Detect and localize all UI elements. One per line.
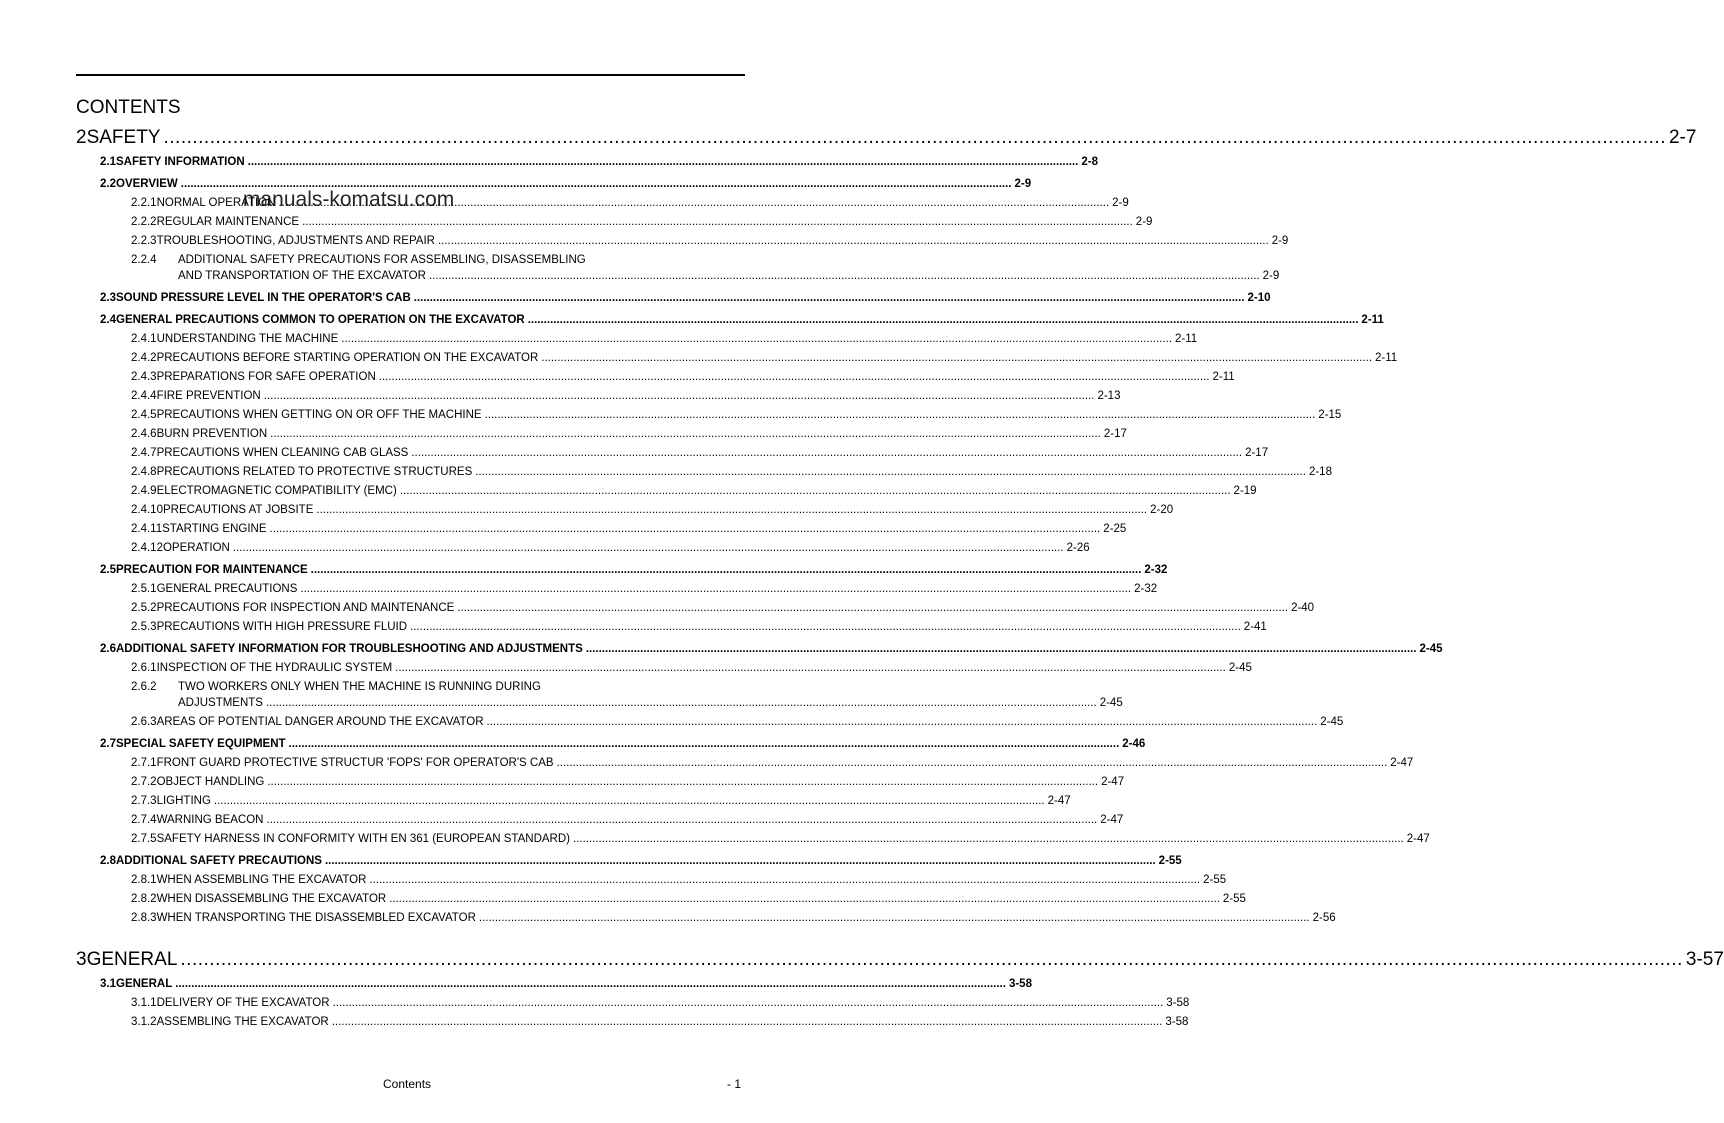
leader-dots [316,504,1147,516]
section-title: ADDITIONAL SAFETY PRECAUTIONS [116,855,322,867]
leader-dots [300,583,1131,595]
watermark: manuals-komatsu.com [243,188,455,211]
leader-dots [214,795,1045,807]
leader-dots [487,716,1318,728]
item-title-line-1: ADDITIONAL SAFETY PRECAUTIONS FOR ASSEMBLING, DISASSEMBLING [178,254,586,266]
item-number: 2.4.12 [131,542,163,554]
toc-section-3-1[interactable] [76,978,1032,997]
section-title: GENERAL [116,978,173,990]
section-number: 2.5 [100,564,116,576]
leader-dots [270,428,1101,440]
page-number: 2-45 [1099,697,1123,709]
item-number: 2.6.3 [131,716,157,728]
toc-item-2-4-7[interactable] [76,447,1269,466]
item-number: 2.6.1 [131,662,157,674]
chapter-title: GENERAL [86,949,178,970]
page-number: 2-56 [1312,912,1336,924]
toc-item-2-7-2[interactable] [76,776,1125,795]
page-number: 2-32 [1134,583,1158,595]
page-number: 2-17 [1103,428,1127,440]
item-title: PREPARATIONS FOR SAFE OPERATION [156,371,376,383]
page-number: 2-47 [1390,757,1414,769]
page-number: 2-13 [1097,390,1121,402]
toc-item-2-6-3[interactable] [76,716,1344,735]
toc-section-2-6[interactable] [76,643,1443,662]
leader-dots [557,757,1388,769]
leader-dots [573,833,1404,845]
page-number: 2-15 [1318,409,1342,421]
toc-item-2-2-2[interactable] [76,216,1153,235]
leader-dots [311,564,1142,576]
toc-item-2-4-3[interactable] [76,371,1235,390]
leader-dots [379,371,1210,383]
leader-dots [414,292,1245,304]
toc-item-2-4-12[interactable] [76,542,1090,561]
page-number: 2-25 [1103,523,1127,535]
section-title: SOUND PRESSURE LEVEL IN THE OPERATOR'S CAB [116,292,411,304]
chapter-title: SAFETY [86,127,161,148]
item-number: 2.2.3 [131,235,157,247]
item-title: FIRE PREVENTION [156,390,261,402]
page-number: 2-11 [1174,333,1198,345]
leader-dots [369,874,1200,886]
page-number: 2-19 [1233,485,1257,497]
page-number: 2-9 [1135,216,1153,228]
section-title: SPECIAL SAFETY EQUIPMENT [116,738,286,750]
toc-item-3-1-1[interactable] [76,997,1190,1016]
toc-item-2-2-3[interactable] [76,235,1289,254]
item-number: 2.7.1 [131,757,157,769]
toc-item-2-4-5[interactable] [76,409,1342,428]
page-number: 2-20 [1150,504,1174,516]
page-number: 2-47 [1406,833,1430,845]
page-number: 2-11 [1361,314,1384,326]
section-title: OVERVIEW [116,178,178,190]
item-number: 2.7.4 [131,814,157,826]
leader-dots [429,270,1260,282]
leader-dots [332,1016,1163,1028]
item-title: TROUBLESHOOTING, ADJUSTMENTS AND REPAIR [156,235,435,247]
page-number: 2-45 [1320,716,1344,728]
leader-dots [485,409,1316,421]
item-number: 2.4.2 [131,352,157,364]
toc-item-2-8-1[interactable] [76,874,1227,893]
item-title-line-2: AND TRANSPORTATION OF THE EXCAVATOR [178,270,426,282]
section-number: 2.3 [100,292,116,304]
item-title: PRECAUTIONS RELATED TO PROTECTIVE STRUCTURES [156,466,473,478]
item-title: PRECAUTIONS WITH HIGH PRESSURE FLUID [156,621,408,633]
item-title: ASSEMBLING THE EXCAVATOR [156,1016,329,1028]
item-number: 2.4.4 [131,390,157,402]
page-number: 2-45 [1228,662,1252,674]
leader-dots [341,333,1172,345]
section-number: 2.2 [100,178,116,190]
toc-chapter-2[interactable] [76,127,1697,153]
page-number: 2-18 [1308,466,1332,478]
leader-dots [438,235,1269,247]
top-rule [76,74,745,76]
page-title: CONTENTS [76,97,181,118]
leader-dots [411,447,1242,459]
item-number: 2.2.1 [131,197,157,209]
page-number: 2-9 [1271,235,1289,247]
page-number: 2-9 [1262,270,1280,282]
item-title: WHEN TRANSPORTING THE DISASSEMBLED EXCAVATOR [156,912,476,924]
item-title: INSPECTION OF THE HYDRAULIC SYSTEM [156,662,393,674]
item-title: OBJECT HANDLING [156,776,265,788]
page-number: 2-41 [1243,621,1267,633]
item-number: 2.6.2 [131,681,157,693]
item-title: NORMAL OPERATION [156,197,276,209]
item-title: GENERAL PRECAUTIONS [156,583,298,595]
item-title: BURN PREVENTION [156,428,268,440]
leader-dots [267,814,1098,826]
item-title: REGULAR MAINTENANCE [156,216,300,228]
item-number: 2.5.3 [131,621,157,633]
leader-dots [289,738,1120,750]
toc-chapter-3[interactable] [76,949,1724,975]
item-title: PRECAUTIONS FOR INSPECTION AND MAINTENANCE [156,602,455,614]
item-title: FRONT GUARD PROTECTIVE STRUCTUR 'FOPS' FOR OPERATOR'S CAB [156,757,554,769]
page-number: 3-58 [1166,997,1190,1009]
page-number: 2-32 [1144,564,1168,576]
section-number: 2.8 [100,855,116,867]
page-number: 2-55 [1222,893,1246,905]
item-number: 2.4.10 [131,504,163,516]
page-number: 2-7 [1668,127,1697,148]
toc-item-2-8-3[interactable] [76,912,1336,931]
toc-item-2-5-2[interactable] [76,602,1315,621]
leader-dots [270,523,1101,535]
table-of-contents [76,127,1724,1035]
item-title: LIGHTING [156,795,211,807]
section-title: ADDITIONAL SAFETY INFORMATION FOR TROUBLESHOOTING AND ADJUSTMENTS [116,643,583,655]
item-number: 2.4.7 [131,447,157,459]
toc-item-2-4-1[interactable] [76,333,1198,352]
leader-dots [479,912,1310,924]
toc-item-2-5-3[interactable] [76,621,1267,640]
item-title: ELECTROMAGNETIC COMPATIBILITY (EMC) [156,485,397,497]
toc-item-2-4-9[interactable] [76,485,1257,504]
section-number: 2.1 [100,156,116,168]
item-number: 2.7.3 [131,795,157,807]
page-number: 2-11 [1212,371,1235,383]
section-number: 2.4 [100,314,116,326]
item-number: 2.7.2 [131,776,157,788]
leader-dots [541,352,1372,364]
toc-item-2-7-5[interactable] [76,833,1430,852]
page-number: 2-55 [1203,874,1227,886]
leader-dots [248,156,1079,168]
section-number: 2.6 [100,643,116,655]
page-number: 2-10 [1247,292,1271,304]
item-title: PRECAUTIONS WHEN CLEANING CAB GLASS [156,447,409,459]
toc-item-2-6-2[interactable] [76,681,1123,716]
toc-item-2-4-11[interactable] [76,523,1127,542]
item-number: 2.5.1 [131,583,157,595]
chapter-number: 3 [76,949,87,970]
page-number: 2-9 [1014,178,1032,190]
toc-item-2-7-1[interactable] [76,757,1414,776]
toc-item-2-4-8[interactable] [76,466,1332,485]
item-title: PRECAUTIONS BEFORE STARTING OPERATION ON THE EXCAVATOR [156,352,539,364]
leader-dots [325,855,1156,867]
item-number: 2.4.11 [131,523,163,535]
item-title: WARNING BEACON [156,814,264,826]
leader-dots [410,621,1241,633]
toc-section-2-7[interactable] [76,738,1146,757]
toc-item-2-2-4[interactable] [76,254,1280,289]
item-number: 3.1.1 [131,997,157,1009]
toc-section-2-8[interactable] [76,855,1182,874]
item-title: DELIVERY OF THE EXCAVATOR [156,997,330,1009]
page-number: 2-11 [1374,352,1398,364]
leader-dots [389,893,1220,905]
page-number: 2-46 [1122,738,1146,750]
footer-page-number: - 1 [727,1077,742,1091]
toc-item-3-1-2[interactable] [76,1016,1189,1035]
leader-dots [175,978,1006,990]
toc-item-2-4-4[interactable] [76,390,1121,409]
leader-dots [586,643,1417,655]
item-number: 2.4.3 [131,371,157,383]
item-title: STARTING ENGINE [162,523,267,535]
item-number: 2.4.5 [131,409,157,421]
leader-dots [528,314,1359,326]
item-title: SAFETY HARNESS IN CONFORMITY WITH EN 361 (EUROPEAN STANDARD) [156,833,570,845]
page-number: 3-58 [1165,1016,1189,1028]
toc-section-2-1[interactable] [76,156,1098,175]
page-number: 2-40 [1291,602,1315,614]
leader-dots [180,949,1683,971]
item-number: 2.8.1 [131,874,157,886]
footer-section-name: Contents [383,1077,432,1091]
item-title: WHEN DISASSEMBLING THE EXCAVATOR [156,893,387,905]
leader-dots [400,485,1231,497]
item-number: 2.4.6 [131,428,157,440]
item-title: OPERATION [162,542,230,554]
page-number: 2-26 [1066,542,1090,554]
leader-dots [267,776,1098,788]
leader-dots [163,127,1666,149]
page-number: 2-47 [1100,814,1124,826]
toc-item-2-4-6[interactable] [76,428,1127,447]
section-title: GENERAL PRECAUTIONS COMMON TO OPERATION ON THE EXCAVATOR [116,314,525,326]
section-title: PRECAUTION FOR MAINTENANCE [116,564,308,576]
toc-item-2-4-2[interactable] [76,352,1398,371]
item-number: 2.8.2 [131,893,157,905]
page-number: 2-55 [1158,855,1182,867]
item-title: PRECAUTIONS WHEN GETTING ON OR OFF THE MACHINE [156,409,482,421]
item-number: 2.5.2 [131,602,157,614]
leader-dots [264,390,1095,402]
chapter-number: 2 [76,127,87,148]
leader-dots [302,216,1133,228]
toc-item-2-4-10[interactable] [76,504,1174,523]
leader-dots [475,466,1306,478]
leader-dots [395,662,1226,674]
page-number: 2-45 [1419,643,1443,655]
item-number: 2.8.3 [131,912,157,924]
item-number: 3.1.2 [131,1016,157,1028]
page-number: 2-9 [1112,197,1129,209]
leader-dots [333,997,1164,1009]
page-number: 2-47 [1101,776,1125,788]
toc-section-2-3[interactable] [76,292,1271,311]
toc-section-2-5[interactable] [76,564,1168,583]
page-number: 2-47 [1047,795,1071,807]
leader-dots [233,542,1064,554]
page-number: 2-17 [1245,447,1269,459]
leader-dots [457,602,1288,614]
item-number: 2.4.1 [131,333,157,345]
toc-item-2-5-1[interactable] [76,583,1158,602]
item-number: 2.7.5 [131,833,157,845]
page-number: 3-58 [1008,978,1032,990]
page-number: 3-57 [1685,949,1724,970]
item-title: WHEN ASSEMBLING THE EXCAVATOR [156,874,367,886]
item-title: UNDERSTANDING THE MACHINE [156,333,339,345]
toc-item-2-7-3[interactable] [76,795,1071,814]
toc-item-2-6-1[interactable] [76,662,1252,681]
section-number: 3.1 [100,978,116,990]
item-title: AREAS OF POTENTIAL DANGER AROUND THE EXCAVATOR [156,716,484,728]
item-number: 2.4.9 [131,485,157,497]
section-number: 2.7 [100,738,116,750]
item-number: 2.2.4 [131,254,157,266]
item-number: 2.4.8 [131,466,157,478]
page-number: 2-8 [1081,156,1098,168]
leader-dots [266,697,1097,709]
toc-section-2-4[interactable] [76,314,1384,333]
section-title: SAFETY INFORMATION [116,156,245,168]
item-title-line-1: TWO WORKERS ONLY WHEN THE MACHINE IS RUNNING DURING [178,681,541,693]
item-number: 2.2.2 [131,216,157,228]
item-title-line-2: ADJUSTMENTS [178,697,263,709]
toc-item-2-7-4[interactable] [76,814,1124,833]
toc-item-2-8-2[interactable] [76,893,1246,912]
item-title: PRECAUTIONS AT JOBSITE [162,504,314,516]
